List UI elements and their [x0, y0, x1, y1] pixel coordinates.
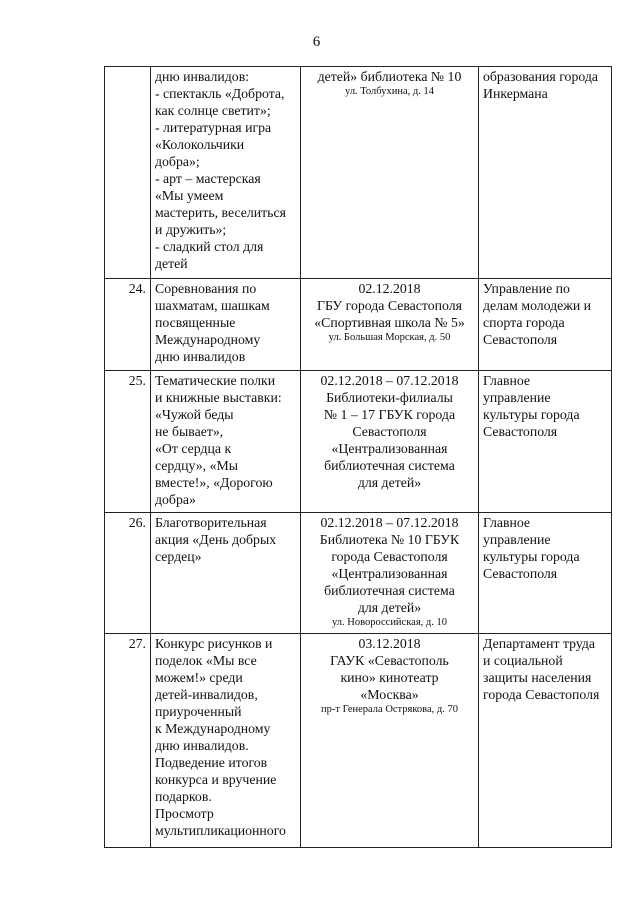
- event-place-line: «Спортивная школа № 5»: [314, 315, 465, 330]
- organizer-line: Севастополя: [483, 424, 558, 439]
- event-name-line: дню инвалидов: [155, 349, 246, 364]
- event-place-cell: [301, 513, 479, 634]
- table-row: [105, 513, 612, 634]
- event-address: ул. Новороссийская, д. 10: [331, 617, 447, 628]
- event-place-line: № 1 – 17 ГБУК города: [323, 407, 456, 422]
- event-name-line: детей: [155, 256, 188, 271]
- organizer-line: культуры города: [483, 407, 580, 422]
- event-name-cell: [151, 513, 301, 634]
- event-name-line: мастерить, веселиться: [155, 205, 286, 220]
- event-place-line: 02.12.2018: [358, 281, 421, 296]
- page-number: 6: [312, 34, 321, 50]
- event-place-line: «Централизованная: [331, 566, 448, 581]
- event-place-cell: [301, 634, 479, 848]
- event-name-line: добра»: [155, 492, 196, 507]
- event-place-line: Библиотеки-филиалы: [326, 390, 453, 405]
- organizer-line: защиты населения: [483, 670, 592, 685]
- event-name-line: «Чужой беды: [155, 407, 234, 422]
- table-row: [105, 634, 612, 848]
- organizer-line: Севастополя: [483, 566, 558, 581]
- event-name-line: - литературная игра: [155, 120, 272, 135]
- event-name-line: - сладкий стол для: [155, 239, 264, 254]
- event-name-line: акция «День добрых: [155, 532, 277, 547]
- event-place-line: «Москва»: [360, 687, 419, 702]
- event-place-line: библиотечная система: [324, 458, 455, 473]
- event-place-line: Севастополя: [352, 424, 427, 439]
- event-place-line: библиотечная система: [324, 583, 455, 598]
- event-name-line: дню инвалидов.: [155, 738, 249, 753]
- event-place-line: для детей»: [357, 600, 422, 615]
- event-place-line: ГАУК «Севастополь: [330, 653, 449, 668]
- event-name-line: сердцу», «Мы: [155, 458, 239, 473]
- organizer-line: управление: [483, 532, 551, 547]
- event-name-line: Подведение итогов: [155, 755, 268, 770]
- organizer-line: Управление по: [483, 281, 570, 296]
- event-place-line: кино» кинотеатр: [340, 670, 439, 685]
- event-name-line: Тематические полки: [155, 373, 276, 388]
- event-name-line: посвященные: [155, 315, 236, 330]
- event-name-line: «Колокольчики: [155, 137, 245, 152]
- event-place-line: 03.12.2018: [358, 636, 421, 651]
- organizer-line: города Севастополя: [483, 687, 600, 702]
- row-number: 27.: [105, 634, 151, 848]
- table-row: [105, 371, 612, 513]
- row-number: [105, 67, 151, 279]
- event-place-line: города Севастополя: [331, 549, 448, 564]
- event-place-cell: [301, 279, 479, 371]
- organizer-line: культуры города: [483, 549, 580, 564]
- event-name-line: поделок «Мы все: [155, 653, 257, 668]
- event-name-line: и дружить»;: [155, 222, 227, 237]
- event-name-line: - спектакль «Доброта,: [155, 86, 285, 101]
- event-place-line: «Централизованная: [331, 441, 448, 456]
- event-name-line: - арт – мастерская: [155, 171, 261, 186]
- event-place-line: 02.12.2018 – 07.12.2018: [320, 373, 459, 388]
- event-address: ул. Толбухина, д. 14: [345, 86, 434, 97]
- event-name-line: Благотворительная: [155, 515, 267, 530]
- event-name-line: «Мы умеем: [155, 188, 224, 203]
- event-name-line: дню инвалидов:: [155, 69, 250, 84]
- event-place-cell: [301, 371, 479, 513]
- row-number: 25.: [105, 371, 151, 513]
- event-name-cell: [151, 279, 301, 371]
- organizer-line: Главное: [483, 373, 531, 388]
- event-name-line: не бывает»,: [155, 424, 224, 439]
- organizer-line: Севастополя: [483, 332, 558, 347]
- row-number: 24.: [105, 279, 151, 371]
- row-number: 26.: [105, 513, 151, 634]
- event-name-line: к Международному: [155, 721, 271, 736]
- event-place-line: для детей»: [357, 475, 422, 490]
- event-name-line: подарков.: [155, 789, 212, 804]
- organizer-line: Департамент труда: [483, 636, 596, 651]
- event-name-line: сердец»: [155, 549, 202, 564]
- organizer-line: делам молодежи и: [483, 298, 592, 313]
- event-place-line: Библиотека № 10 ГБУК: [319, 532, 460, 547]
- table-row: [105, 279, 612, 371]
- event-name-line: мультипликационного: [155, 823, 286, 838]
- organizer-line: управление: [483, 390, 551, 405]
- organizer-cell: [479, 634, 612, 848]
- event-name-cell: [151, 371, 301, 513]
- organizer-line: и социальной: [483, 653, 563, 668]
- organizer-line: образования города: [483, 69, 598, 84]
- organizer-line: спорта города: [483, 315, 565, 330]
- organizer-cell: [479, 279, 612, 371]
- event-place-line: 02.12.2018 – 07.12.2018: [320, 515, 459, 530]
- events-table: [104, 66, 612, 848]
- organizer-line: Главное: [483, 515, 531, 530]
- event-name-line: Международному: [155, 332, 261, 347]
- event-name-line: приуроченный: [155, 704, 242, 719]
- event-place-line: детей» библиотека № 10: [317, 69, 462, 84]
- event-name-cell: [151, 634, 301, 848]
- organizer-line: Инкермана: [483, 86, 548, 101]
- event-place-cell: [301, 67, 479, 279]
- event-name-line: «От сердца к: [155, 441, 232, 456]
- organizer-cell: [479, 513, 612, 634]
- event-name-line: шахматам, шашкам: [155, 298, 270, 313]
- event-place-line: ГБУ города Севастополя: [317, 298, 462, 313]
- event-address: пр-т Генерала Острякова, д. 70: [321, 704, 458, 715]
- event-name-line: Конкурс рисунков и: [155, 636, 273, 651]
- event-name-line: Просмотр: [155, 806, 214, 821]
- event-name-line: вместе!», «Дорогою: [155, 475, 273, 490]
- organizer-cell: [479, 67, 612, 279]
- event-name-line: можем!» среди: [155, 670, 243, 685]
- organizer-cell: [479, 371, 612, 513]
- event-address: ул. Большая Морская, д. 50: [328, 332, 451, 343]
- event-name-cell: [151, 67, 301, 279]
- event-name-line: Соревнования по: [155, 281, 257, 296]
- event-name-line: добра»;: [155, 154, 200, 169]
- event-name-line: и книжные выставки:: [155, 390, 282, 405]
- table-row: [105, 67, 612, 279]
- event-name-line: как солнце светит»;: [155, 103, 271, 118]
- event-name-line: конкурса и вручение: [155, 772, 277, 787]
- event-name-line: детей-инвалидов,: [155, 687, 258, 702]
